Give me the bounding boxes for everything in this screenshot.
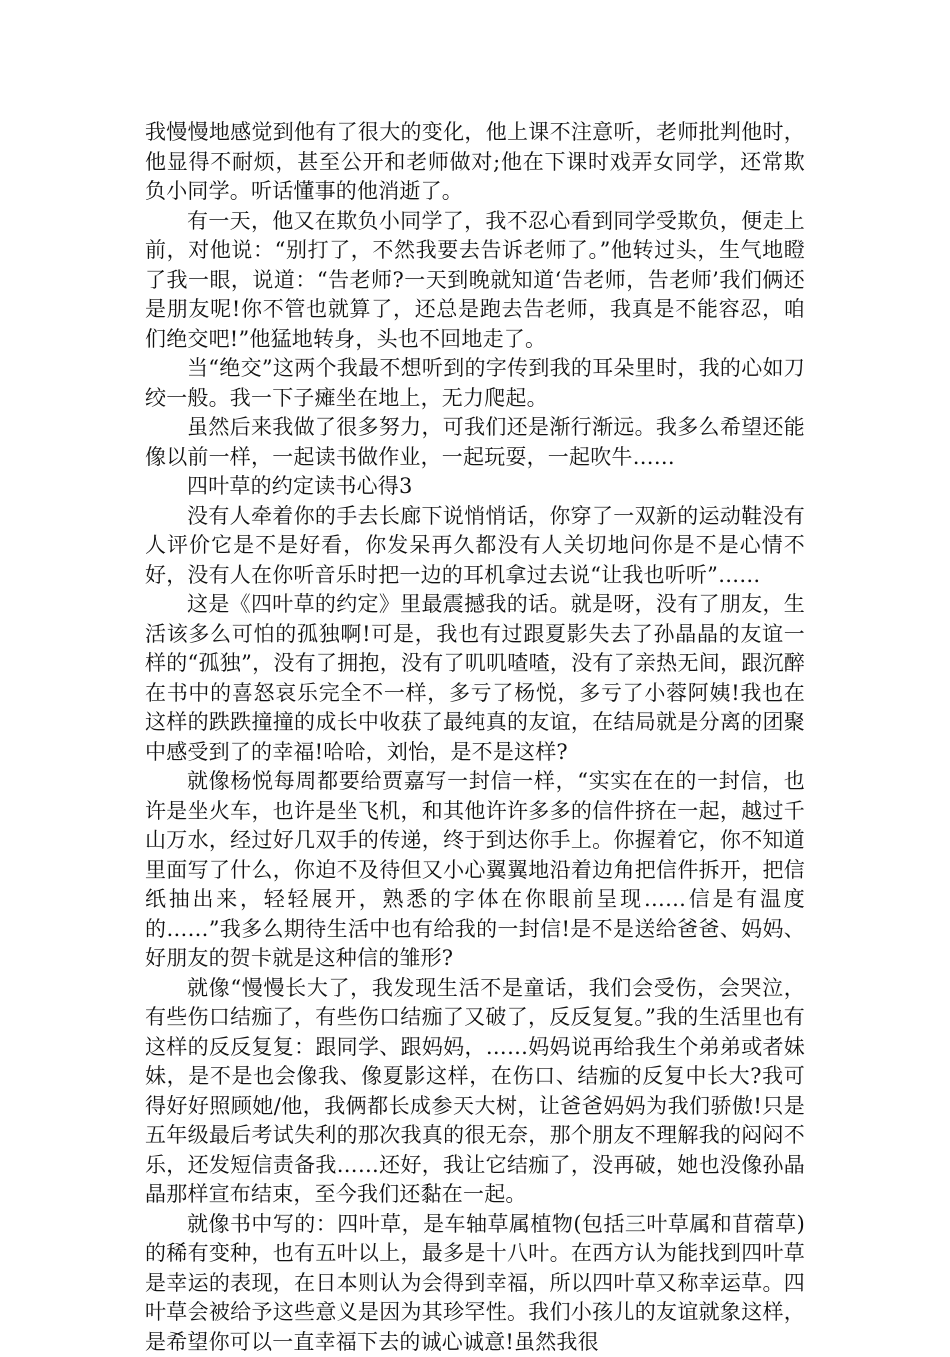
paragraph-2: 有一天，他又在欺负小同学了，我不忍心看到同学受欺负，便走上前，对他说：“别打了，不然我要去告诉老师了。”他转过头，生气地瞪了我一眼，说道：“告老师?一天到晚就知道‘告老师，告老师’我们俩还是朋友呢!你不管也就算了，还总是跑去告老师，我真是不能容忍，咱们绝交吧!”他猛地转身，头也不回地走了。 (145, 207, 805, 355)
section-heading: 四叶草的约定读书心得3 (145, 472, 805, 502)
paragraph-6: 这是《四叶草的约定》里最震撼我的话。就是呀，没有了朋友，生活该多么可怕的孤独啊!可是，我也有过跟夏影失去了孙晶晶的友谊一样的“孤独”，没有了拥抱，没有了叽叽喳喳，没有了亲热无间，跟沉醉在书中的喜怒哀乐完全不一样，多亏了杨悦，多亏了小蓉阿姨!我也在这样的跌跌撞撞的成长中收获了最纯真的友谊，在结局就是分离的团聚中感受到了的幸福!哈哈，刘怡，是不是这样? (145, 590, 805, 767)
paragraph-1: 我慢慢地感觉到他有了很大的变化，他上课不注意听，老师批判他时，他显得不耐烦，甚至公开和老师做对;他在下课时戏弄女同学，还常欺负小同学。听话懂事的他消逝了。 (145, 118, 805, 207)
paragraph-7: 就像杨悦每周都要给贾嘉写一封信一样，“实实在在的一封信，也许是坐火车，也许是坐飞机，和其他许许多多的信件挤在一起，越过千山万水，经过好几双手的传递，终于到达你手上。你握着它，你不知道里面写了什么，你迫不及待但又小心翼翼地沿着边角把信件拆开，把信纸抽出来，轻轻展开，熟悉的字体在你眼前呈现……信是有温度的……”我多么期待生活中也有给我的一封信!是不是送给爸爸、妈妈、好朋友的贺卡就是这种信的雏形? (145, 767, 805, 974)
paragraph-3: 当“绝交”这两个我最不想听到的字传到我的耳朵里时，我的心如刀绞一般。我一下子瘫坐在地上，无力爬起。 (145, 354, 805, 413)
paragraph-8: 就像“慢慢长大了，我发现生活不是童话，我们会受伤，会哭泣，有些伤口结痂了，有些伤口结痂了又破了，反反复复。”我的生活里也有这样的反反复复：跟同学、跟妈妈，……妈妈说再给我生个弟弟或者妹妹，是不是也会像我、像夏影这样，在伤口、结痂的反复中长大?我可得好好照顾她/他，我俩都长成参天大树，让爸爸妈妈为我们骄傲!只是五年级最后考试失利的那次我真的很无奈，那个朋友不理解我的闷闷不乐，还发短信责备我……还好，我让它结痂了，没再破，她也没像孙晶晶那样宣布结束，至今我们还黏在一起。 (145, 974, 805, 1210)
paragraph-4: 虽然后来我做了很多努力，可我们还是渐行渐远。我多么希望还能像以前一样，一起读书做作业，一起玩耍，一起吹牛…… (145, 413, 805, 472)
paragraph-5: 没有人牵着你的手去长廊下说悄悄话，你穿了一双新的运动鞋没有人评价它是不是好看，你发呆再久都没有人关切地问你是不是心情不好，没有人在你听音乐时把一边的耳机拿过去说“让我也听听”…… (145, 502, 805, 591)
document-body (145, 118, 805, 1357)
paragraph-9: 就像书中写的：四叶草，是车轴草属植物(包括三叶草属和苜蓿草)的稀有变种，也有五叶以上，最多是十八叶。在西方认为能找到四叶草是幸运的表现，在日本则认为会得到幸福，所以四叶草又称幸运草。四叶草会被给予这些意义是因为其珍罕性。我们小孩儿的友谊就象这样，是希望你可以一直幸福下去的诚心诚意!虽然我很 (145, 1210, 805, 1357)
